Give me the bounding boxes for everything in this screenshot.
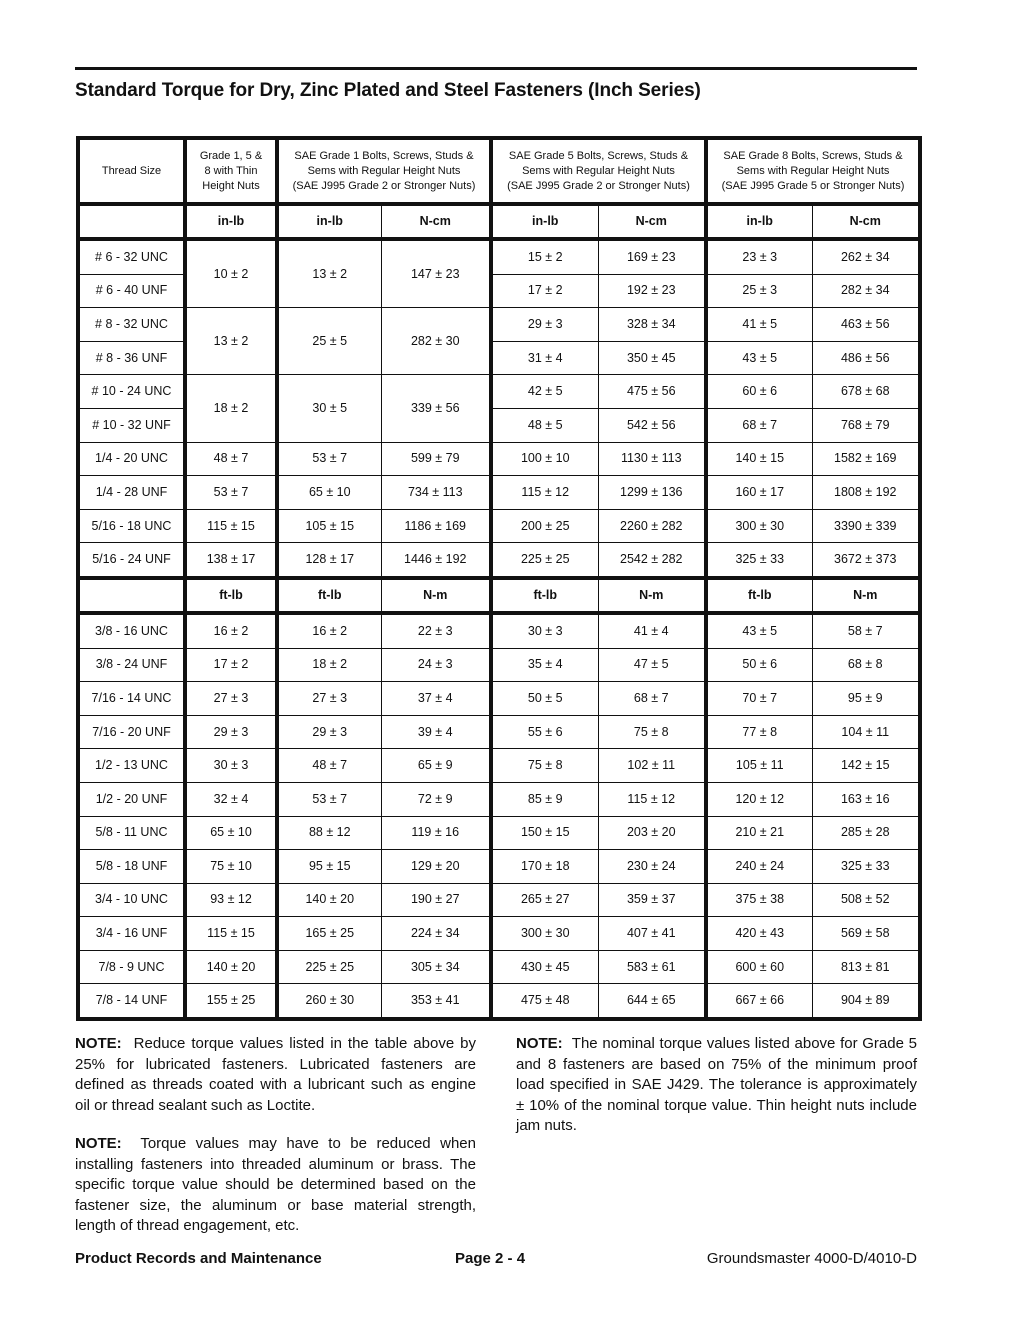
header-line: SAE Grade 8 Bolts, Screws, Studs & xyxy=(723,149,903,162)
note-aluminum xyxy=(75,1134,476,1237)
header-thin-nuts xyxy=(185,138,277,204)
torque-value-cell: 140 ± 20 xyxy=(277,883,381,917)
torque-value-cell: 115 ± 12 xyxy=(598,782,706,816)
torque-value-cell: 68 ± 7 xyxy=(598,682,706,716)
table-row xyxy=(78,883,920,917)
note-label: NOTE: xyxy=(516,1035,563,1052)
torque-value-cell: 41 ± 4 xyxy=(598,613,706,648)
unit-header-cell: ft-lb xyxy=(277,578,381,613)
torque-value-cell: 160 ± 17 xyxy=(706,476,812,510)
torque-value-cell: 105 ± 15 xyxy=(277,509,381,543)
header-line: SAE Grade 1 Bolts, Screws, Studs & xyxy=(294,149,474,162)
torque-value-cell: 155 ± 25 xyxy=(185,984,277,1019)
torque-value-cell: 95 ± 9 xyxy=(812,682,920,716)
header-line: Sems with Regular Height Nuts xyxy=(522,164,675,177)
torque-value-cell: 667 ± 66 xyxy=(706,984,812,1019)
thread-size-cell: # 8 - 32 UNC xyxy=(78,308,185,342)
thread-size-cell: 5/8 - 11 UNC xyxy=(78,816,185,850)
torque-value-cell: 224 ± 34 xyxy=(381,917,491,951)
top-rule xyxy=(75,67,917,70)
torque-value-cell: 68 ± 7 xyxy=(706,408,812,442)
torque-value-cell: 24 ± 3 xyxy=(381,648,491,682)
torque-value-cell: 339 ± 56 xyxy=(381,375,491,442)
torque-value-cell: 203 ± 20 xyxy=(598,816,706,850)
torque-value-cell: 32 ± 4 xyxy=(185,782,277,816)
torque-value-cell: 813 ± 81 xyxy=(812,950,920,984)
header-grade-5 xyxy=(491,138,706,204)
table-row xyxy=(78,613,920,648)
torque-value-cell: 463 ± 56 xyxy=(812,308,920,342)
torque-value-cell: 88 ± 12 xyxy=(277,816,381,850)
torque-value-cell: 30 ± 3 xyxy=(491,613,598,648)
torque-value-cell: 3672 ± 373 xyxy=(812,543,920,578)
unit-header-cell: N-m xyxy=(812,578,920,613)
torque-value-cell: 225 ± 25 xyxy=(491,543,598,578)
torque-value-cell: 305 ± 34 xyxy=(381,950,491,984)
unit-header-cell: ft-lb xyxy=(185,578,277,613)
unit-header-cell: N-cm xyxy=(381,204,491,239)
torque-value-cell: 475 ± 56 xyxy=(598,375,706,409)
torque-value-cell: 1299 ± 136 xyxy=(598,476,706,510)
page-title: Standard Torque for Dry, Zinc Plated and Steel Fasteners (Inch Series) xyxy=(75,80,701,101)
torque-value-cell: 72 ± 9 xyxy=(381,782,491,816)
thread-size-cell: 7/16 - 20 UNF xyxy=(78,715,185,749)
table-row xyxy=(78,715,920,749)
table-row xyxy=(78,917,920,951)
thread-size-cell: 7/8 - 9 UNC xyxy=(78,950,185,984)
torque-value-cell: 13 ± 2 xyxy=(185,308,277,375)
torque-value-cell: 102 ± 11 xyxy=(598,749,706,783)
torque-value-cell: 169 ± 23 xyxy=(598,239,706,274)
table-row xyxy=(78,375,920,409)
torque-value-cell: 200 ± 25 xyxy=(491,509,598,543)
header-line: Sems with Regular Height Nuts xyxy=(307,164,461,177)
torque-value-cell: 17 ± 2 xyxy=(185,648,277,682)
unit-header-cell: N-cm xyxy=(812,204,920,239)
torque-value-cell: 115 ± 15 xyxy=(185,917,277,951)
thread-size-cell: 5/16 - 18 UNC xyxy=(78,509,185,543)
torque-value-cell: 43 ± 5 xyxy=(706,613,812,648)
header-line: (SAE J995 Grade 5 or Stronger Nuts) xyxy=(721,179,905,192)
unit-header-cell: N-cm xyxy=(598,204,706,239)
torque-value-cell: 75 ± 8 xyxy=(491,749,598,783)
table-row xyxy=(78,476,920,510)
torque-value-cell: 77 ± 8 xyxy=(706,715,812,749)
torque-value-cell: 678 ± 68 xyxy=(812,375,920,409)
torque-value-cell: 262 ± 34 xyxy=(812,239,920,274)
torque-value-cell: 29 ± 3 xyxy=(277,715,381,749)
torque-value-cell: 35 ± 4 xyxy=(491,648,598,682)
torque-value-cell: 29 ± 3 xyxy=(491,308,598,342)
torque-value-cell: 41 ± 5 xyxy=(706,308,812,342)
note-lubricated xyxy=(75,1034,476,1116)
unit-header-cell: N-m xyxy=(381,578,491,613)
torque-value-cell: 225 ± 25 xyxy=(277,950,381,984)
table-row xyxy=(78,543,920,578)
unit-header-cell: in-lb xyxy=(491,204,598,239)
notes-right-column xyxy=(516,1034,917,1155)
torque-value-cell: 115 ± 12 xyxy=(491,476,598,510)
torque-value-cell: 240 ± 24 xyxy=(706,850,812,884)
torque-value-cell: 353 ± 41 xyxy=(381,984,491,1019)
table-row xyxy=(78,816,920,850)
thread-size-cell: 5/16 - 24 UNF xyxy=(78,543,185,578)
torque-value-cell: 39 ± 4 xyxy=(381,715,491,749)
torque-value-cell: 265 ± 27 xyxy=(491,883,598,917)
torque-value-cell: 2260 ± 282 xyxy=(598,509,706,543)
torque-value-cell: 147 ± 23 xyxy=(381,239,491,308)
torque-value-cell: 104 ± 11 xyxy=(812,715,920,749)
torque-value-cell: 475 ± 48 xyxy=(491,984,598,1019)
torque-value-cell: 18 ± 2 xyxy=(185,375,277,442)
footer-page-number: Page 2 - 4 xyxy=(455,1250,526,1267)
note-text: Reduce torque values listed in the table above by 25% for lubricated fasteners. Lubricated fasteners are defined as threads coated with a lubricant such as engine oil or thread sealant such as Loctite. xyxy=(75,1035,476,1114)
torque-value-cell: 2542 ± 282 xyxy=(598,543,706,578)
table-row xyxy=(78,239,920,274)
torque-value-cell: 48 ± 7 xyxy=(185,442,277,476)
torque-value-cell: 27 ± 3 xyxy=(185,682,277,716)
torque-value-cell: 120 ± 12 xyxy=(706,782,812,816)
torque-value-cell: 420 ± 43 xyxy=(706,917,812,951)
torque-value-cell: 129 ± 20 xyxy=(381,850,491,884)
thread-size-cell: 1/2 - 13 UNC xyxy=(78,749,185,783)
thread-size-cell: # 6 - 40 UNF xyxy=(78,274,185,308)
torque-value-cell: 3390 ± 339 xyxy=(812,509,920,543)
torque-value-cell: 95 ± 15 xyxy=(277,850,381,884)
header-line: Sems with Regular Height Nuts xyxy=(736,164,890,177)
torque-value-cell: 430 ± 45 xyxy=(491,950,598,984)
table-row xyxy=(78,782,920,816)
torque-value-cell: 55 ± 6 xyxy=(491,715,598,749)
header-grade-8 xyxy=(706,138,920,204)
torque-table-body xyxy=(78,138,920,1019)
unit-header-cell xyxy=(78,204,185,239)
torque-value-cell: 47 ± 5 xyxy=(598,648,706,682)
torque-value-cell: 190 ± 27 xyxy=(381,883,491,917)
torque-value-cell: 31 ± 4 xyxy=(491,341,598,375)
notes-left-column xyxy=(75,1034,476,1255)
torque-value-cell: 30 ± 5 xyxy=(277,375,381,442)
torque-value-cell: 43 ± 5 xyxy=(706,341,812,375)
torque-value-cell: 27 ± 3 xyxy=(277,682,381,716)
torque-value-cell: 230 ± 24 xyxy=(598,850,706,884)
footer-manual-title: Product Records and Maintenance xyxy=(75,1250,322,1267)
torque-value-cell: 140 ± 15 xyxy=(706,442,812,476)
torque-value-cell: 93 ± 12 xyxy=(185,883,277,917)
torque-value-cell: 359 ± 37 xyxy=(598,883,706,917)
units-row xyxy=(78,204,920,239)
torque-value-cell: 599 ± 79 xyxy=(381,442,491,476)
table-row xyxy=(78,850,920,884)
torque-value-cell: 734 ± 113 xyxy=(381,476,491,510)
note-text: Torque values may have to be reduced when installing fasteners into threaded aluminum or brass. The specific torque value should be determined based on the fastener size, the aluminum or base material strength, length of thread engagement, etc. xyxy=(75,1135,476,1234)
torque-value-cell: 48 ± 5 xyxy=(491,408,598,442)
torque-value-cell: 140 ± 20 xyxy=(185,950,277,984)
unit-header-cell: ft-lb xyxy=(491,578,598,613)
torque-value-cell: 328 ± 34 xyxy=(598,308,706,342)
torque-value-cell: 569 ± 58 xyxy=(812,917,920,951)
torque-value-cell: 260 ± 30 xyxy=(277,984,381,1019)
torque-value-cell: 17 ± 2 xyxy=(491,274,598,308)
torque-value-cell: 58 ± 7 xyxy=(812,613,920,648)
torque-value-cell: 1186 ± 169 xyxy=(381,509,491,543)
torque-value-cell: 1130 ± 113 xyxy=(598,442,706,476)
header-line: (SAE J995 Grade 2 or Stronger Nuts) xyxy=(507,179,690,192)
torque-value-cell: 163 ± 16 xyxy=(812,782,920,816)
thread-size-cell: 7/8 - 14 UNF xyxy=(78,984,185,1019)
torque-value-cell: 644 ± 65 xyxy=(598,984,706,1019)
thread-size-cell: 5/8 - 18 UNF xyxy=(78,850,185,884)
thread-size-cell: 1/2 - 20 UNF xyxy=(78,782,185,816)
unit-header-cell: ft-lb xyxy=(706,578,812,613)
torque-value-cell: 1582 ± 169 xyxy=(812,442,920,476)
header-line: 8 with Thin xyxy=(204,164,258,177)
note-nominal xyxy=(516,1034,917,1137)
footer-model: Groundsmaster 4000-D/4010-D xyxy=(706,1250,917,1267)
torque-value-cell: 192 ± 23 xyxy=(598,274,706,308)
torque-value-cell: 165 ± 25 xyxy=(277,917,381,951)
torque-value-cell: 50 ± 5 xyxy=(491,682,598,716)
torque-value-cell: 115 ± 15 xyxy=(185,509,277,543)
table-row xyxy=(78,984,920,1019)
torque-value-cell: 486 ± 56 xyxy=(812,341,920,375)
torque-value-cell: 65 ± 10 xyxy=(277,476,381,510)
torque-value-cell: 904 ± 89 xyxy=(812,984,920,1019)
units-row xyxy=(78,578,920,613)
thread-size-cell: # 10 - 24 UNC xyxy=(78,375,185,409)
torque-value-cell: 22 ± 3 xyxy=(381,613,491,648)
thread-size-cell: # 8 - 36 UNF xyxy=(78,341,185,375)
torque-value-cell: 68 ± 8 xyxy=(812,648,920,682)
torque-value-cell: 150 ± 15 xyxy=(491,816,598,850)
unit-header-cell: in-lb xyxy=(277,204,381,239)
torque-value-cell: 16 ± 2 xyxy=(277,613,381,648)
torque-table xyxy=(76,136,922,1021)
note-text: The nominal torque values listed above for Grade 5 and 8 fasteners are based on 75% of the minimum proof load specified in SAE J429. The tolerance is approximately ± 10% of the nominal torque value. Thin height nuts include jam nuts. xyxy=(516,1035,917,1134)
torque-value-cell: 15 ± 2 xyxy=(491,239,598,274)
thread-size-cell: # 10 - 32 UNF xyxy=(78,408,185,442)
torque-value-cell: 30 ± 3 xyxy=(185,749,277,783)
header-line: Height Nuts xyxy=(202,179,260,192)
torque-value-cell: 1808 ± 192 xyxy=(812,476,920,510)
torque-value-cell: 210 ± 21 xyxy=(706,816,812,850)
torque-value-cell: 10 ± 2 xyxy=(185,239,277,308)
torque-value-cell: 16 ± 2 xyxy=(185,613,277,648)
unit-header-cell: in-lb xyxy=(185,204,277,239)
torque-value-cell: 65 ± 9 xyxy=(381,749,491,783)
torque-value-cell: 13 ± 2 xyxy=(277,239,381,308)
torque-value-cell: 23 ± 3 xyxy=(706,239,812,274)
torque-value-cell: 350 ± 45 xyxy=(598,341,706,375)
torque-value-cell: 325 ± 33 xyxy=(812,850,920,884)
torque-value-cell: 29 ± 3 xyxy=(185,715,277,749)
torque-value-cell: 25 ± 3 xyxy=(706,274,812,308)
thread-size-cell: 3/4 - 10 UNC xyxy=(78,883,185,917)
torque-value-cell: 53 ± 7 xyxy=(277,442,381,476)
torque-value-cell: 375 ± 38 xyxy=(706,883,812,917)
header-line: SAE Grade 5 Bolts, Screws, Studs & xyxy=(508,149,689,162)
torque-value-cell: 18 ± 2 xyxy=(277,648,381,682)
unit-header-cell: N-m xyxy=(598,578,706,613)
note-label: NOTE: xyxy=(75,1135,122,1152)
torque-value-cell: 300 ± 30 xyxy=(706,509,812,543)
unit-header-cell xyxy=(78,578,185,613)
torque-value-cell: 60 ± 6 xyxy=(706,375,812,409)
torque-value-cell: 600 ± 60 xyxy=(706,950,812,984)
torque-value-cell: 53 ± 7 xyxy=(277,782,381,816)
thread-size-cell: # 6 - 32 UNC xyxy=(78,239,185,274)
table-row xyxy=(78,442,920,476)
torque-value-cell: 583 ± 61 xyxy=(598,950,706,984)
torque-value-cell: 50 ± 6 xyxy=(706,648,812,682)
header-line: Grade 1, 5 & xyxy=(199,149,263,162)
thread-size-cell: 3/4 - 16 UNF xyxy=(78,917,185,951)
thread-size-cell: 1/4 - 20 UNC xyxy=(78,442,185,476)
torque-value-cell: 282 ± 30 xyxy=(381,308,491,375)
torque-value-cell: 100 ± 10 xyxy=(491,442,598,476)
thread-size-cell: 7/16 - 14 UNC xyxy=(78,682,185,716)
unit-header-cell: in-lb xyxy=(706,204,812,239)
table-row xyxy=(78,648,920,682)
torque-value-cell: 542 ± 56 xyxy=(598,408,706,442)
table-row xyxy=(78,509,920,543)
torque-value-cell: 138 ± 17 xyxy=(185,543,277,578)
header-grade-1 xyxy=(277,138,491,204)
table-row xyxy=(78,749,920,783)
table-row xyxy=(78,682,920,716)
torque-value-cell: 105 ± 11 xyxy=(706,749,812,783)
torque-value-cell: 407 ± 41 xyxy=(598,917,706,951)
header-line: (SAE J995 Grade 2 or Stronger Nuts) xyxy=(292,179,476,192)
torque-value-cell: 65 ± 10 xyxy=(185,816,277,850)
torque-value-cell: 25 ± 5 xyxy=(277,308,381,375)
torque-value-cell: 142 ± 15 xyxy=(812,749,920,783)
torque-value-cell: 48 ± 7 xyxy=(277,749,381,783)
header-thread-size: Thread Size xyxy=(78,138,185,204)
torque-value-cell: 119 ± 16 xyxy=(381,816,491,850)
torque-value-cell: 325 ± 33 xyxy=(706,543,812,578)
torque-value-cell: 768 ± 79 xyxy=(812,408,920,442)
torque-value-cell: 37 ± 4 xyxy=(381,682,491,716)
torque-value-cell: 42 ± 5 xyxy=(491,375,598,409)
torque-value-cell: 85 ± 9 xyxy=(491,782,598,816)
torque-value-cell: 508 ± 52 xyxy=(812,883,920,917)
torque-value-cell: 53 ± 7 xyxy=(185,476,277,510)
thread-size-cell: 1/4 - 28 UNF xyxy=(78,476,185,510)
torque-value-cell: 128 ± 17 xyxy=(277,543,381,578)
torque-value-cell: 285 ± 28 xyxy=(812,816,920,850)
note-label: NOTE: xyxy=(75,1035,122,1052)
torque-value-cell: 75 ± 10 xyxy=(185,850,277,884)
torque-value-cell: 282 ± 34 xyxy=(812,274,920,308)
thread-size-cell: 3/8 - 16 UNC xyxy=(78,613,185,648)
torque-value-cell: 75 ± 8 xyxy=(598,715,706,749)
torque-value-cell: 70 ± 7 xyxy=(706,682,812,716)
torque-value-cell: 170 ± 18 xyxy=(491,850,598,884)
header-row xyxy=(78,138,920,204)
torque-value-cell: 300 ± 30 xyxy=(491,917,598,951)
torque-value-cell: 1446 ± 192 xyxy=(381,543,491,578)
thread-size-cell: 3/8 - 24 UNF xyxy=(78,648,185,682)
table-row xyxy=(78,308,920,342)
table-row xyxy=(78,950,920,984)
